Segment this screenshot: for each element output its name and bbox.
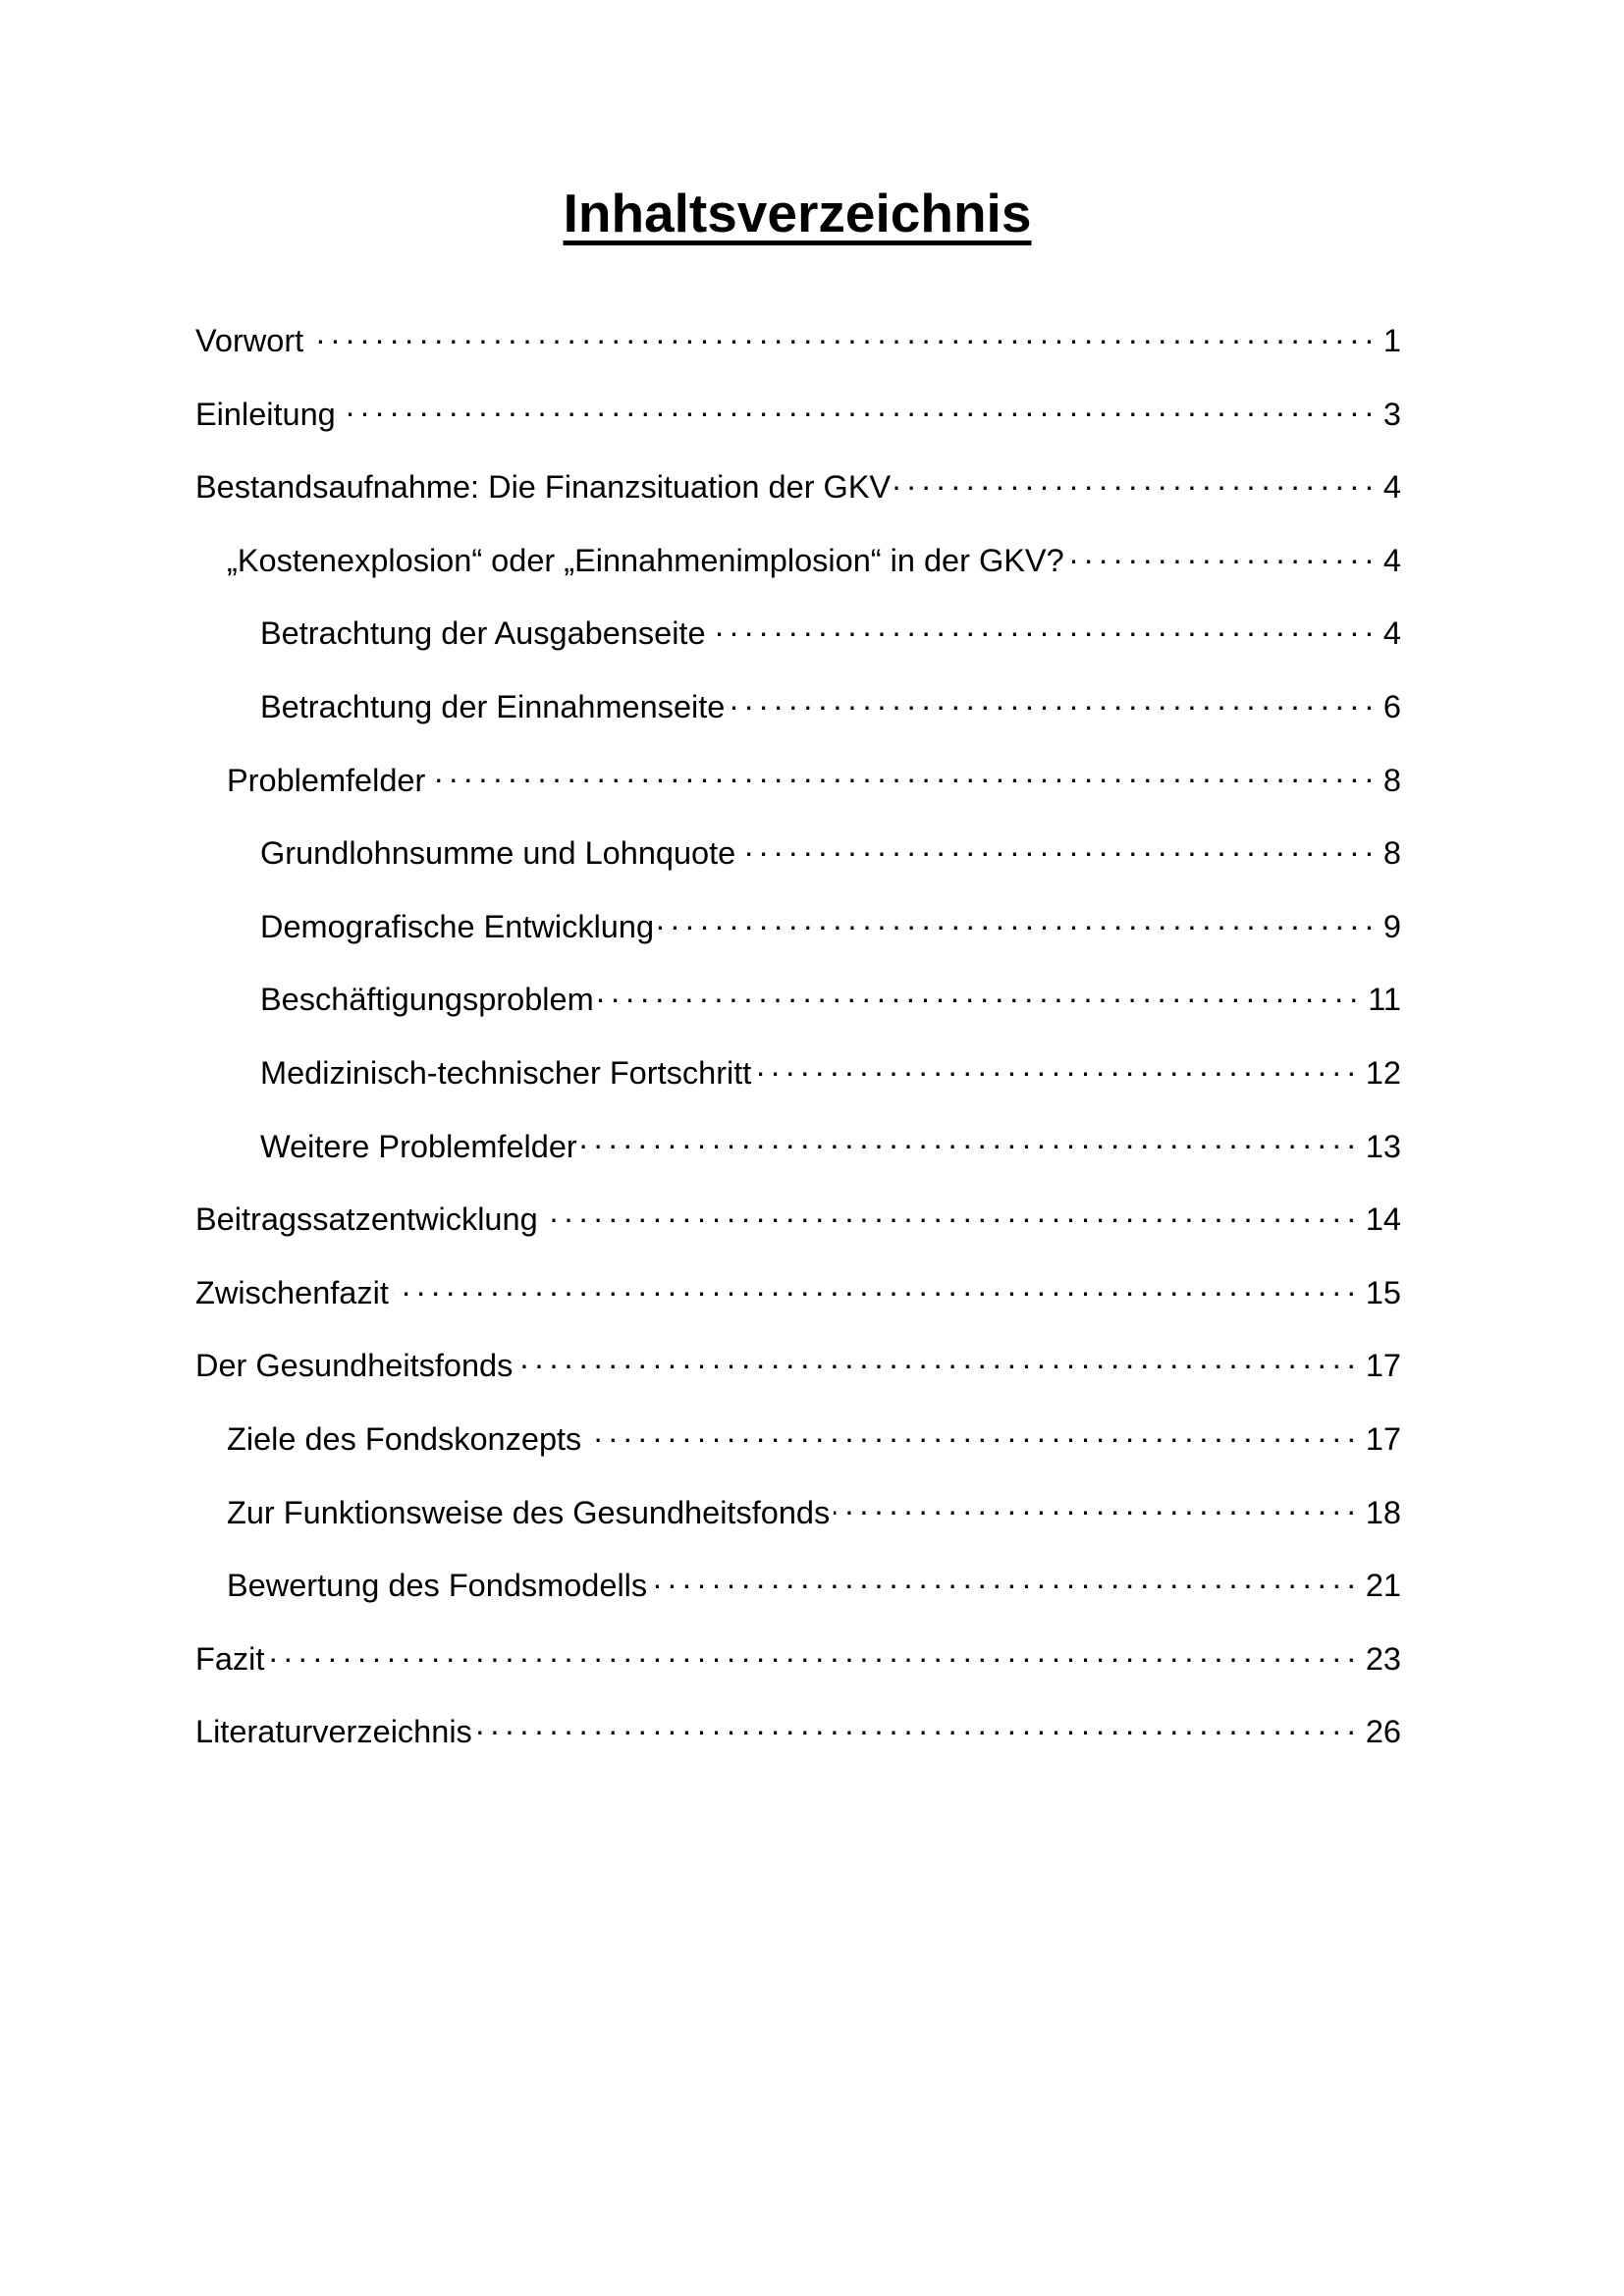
toc-entry-label: Zwischenfazit [195, 1274, 389, 1310]
toc-entry-page-number: 15 [1365, 1274, 1401, 1310]
toc-dot-leader [834, 1491, 1362, 1523]
toc-entry-page-number: 18 [1365, 1494, 1401, 1530]
toc-entry-page-number: 4 [1382, 615, 1401, 652]
toc-dot-leader [894, 466, 1380, 499]
toc-entry-literaturverzeichnis[interactable] [195, 1707, 1401, 1781]
toc-dot-leader [429, 759, 1380, 791]
toc-entry-vorwort[interactable] [195, 316, 1401, 390]
toc-entry-funktionsweise[interactable] [195, 1488, 1401, 1562]
toc-dot-leader [585, 1417, 1362, 1450]
toc-dot-leader [393, 1271, 1362, 1304]
toc-entry-label: Zur Funktionsweise des Gesundheitsfonds [227, 1494, 831, 1530]
toc-dot-leader [340, 393, 1380, 425]
toc-entry-page-number: 17 [1365, 1348, 1401, 1384]
toc-entry-label: Betrachtung der Einnahmenseite [260, 688, 726, 724]
toc-entry-label: Beschäftigungsproblem [260, 982, 594, 1018]
toc-entry-page-number: 6 [1382, 688, 1401, 724]
toc-dot-leader [739, 832, 1380, 865]
toc-entry-label: Betrachtung der Ausgabenseite [260, 615, 706, 652]
toc-entry-label: Vorwort [195, 323, 304, 358]
toc-entry-page-number: 8 [1382, 835, 1401, 872]
toc-dot-leader [268, 1637, 1361, 1670]
toc-entry-page-number: 26 [1365, 1714, 1401, 1750]
toc-entry-label: Problemfelder [227, 762, 426, 798]
toc-dot-leader [598, 979, 1365, 1011]
toc-entry-page-number: 23 [1365, 1640, 1401, 1677]
toc-entry-kostenexplosion[interactable] [195, 536, 1401, 610]
page-title [0, 183, 1595, 243]
toc-entry-zwischenfazit[interactable] [195, 1268, 1401, 1342]
toc-entry-label: Bewertung des Fondsmodells [227, 1568, 648, 1604]
toc-entry-bestandsaufnahme[interactable] [195, 462, 1401, 536]
toc-dot-leader [651, 1565, 1362, 1597]
toc-entry-page-number: 11 [1368, 982, 1401, 1018]
toc-entry-page-number: 3 [1382, 396, 1401, 432]
toc-entry-weitere-problemfelder[interactable] [195, 1122, 1401, 1196]
toc-entry-einnahmenseite[interactable] [195, 682, 1401, 756]
toc-dot-leader [476, 1711, 1362, 1743]
toc-entry-gesundheitsfonds[interactable] [195, 1341, 1401, 1415]
toc-entry-label: Weitere Problemfelder [260, 1128, 577, 1164]
table-of-contents [195, 316, 1401, 1781]
toc-entry-medizinisch-technischer-fortschritt[interactable] [195, 1048, 1401, 1122]
toc-dot-leader [1068, 539, 1380, 571]
toc-entry-grundlohnsumme[interactable] [195, 828, 1401, 902]
toc-dot-leader [516, 1345, 1361, 1377]
toc-entry-page-number: 9 [1382, 908, 1401, 944]
toc-entry-problemfelder[interactable] [195, 756, 1401, 829]
toc-dot-leader [729, 685, 1380, 718]
toc-entry-fazit[interactable] [195, 1634, 1401, 1708]
toc-entry-ausgabenseite[interactable] [195, 609, 1401, 682]
toc-entry-label: Fazit [195, 1640, 265, 1677]
toc-entry-label: Einleitung [195, 396, 336, 432]
toc-entry-demografische-entwicklung[interactable] [195, 902, 1401, 976]
toc-dot-leader [658, 905, 1380, 937]
toc-entry-label: Grundlohnsumme und Lohnquote [260, 835, 736, 872]
toc-entry-page-number: 12 [1365, 1054, 1401, 1091]
toc-entry-label: Bestandsaufnahme: Die Finanzsituation der GKV [195, 469, 892, 506]
toc-entry-label: Ziele des Fondskonzepts [227, 1420, 582, 1457]
toc-entry-page-number: 13 [1365, 1128, 1401, 1164]
toc-entry-label: Der Gesundheitsfonds [195, 1348, 514, 1384]
toc-entry-page-number: 4 [1382, 469, 1401, 506]
toc-entry-page-number: 8 [1382, 762, 1401, 798]
toc-dot-leader [581, 1125, 1362, 1157]
toc-entry-page-number: 14 [1365, 1201, 1401, 1238]
toc-entry-page-number: 1 [1382, 323, 1401, 358]
toc-entry-label: Literaturverzeichnis [195, 1714, 472, 1750]
toc-entry-label: Demografische Entwicklung [260, 908, 655, 944]
toc-entry-page-number: 4 [1382, 542, 1401, 578]
toc-entry-label: Beitragssatzentwicklung [195, 1201, 538, 1238]
toc-entry-einleitung[interactable] [195, 390, 1401, 463]
toc-dot-leader [710, 613, 1380, 645]
toc-entry-beitragssatzentwicklung[interactable] [195, 1195, 1401, 1268]
toc-entry-label: „Kostenexplosion“ oder „Einnahmenimplosion“ in der GKV? [227, 542, 1064, 578]
toc-dot-leader [755, 1051, 1362, 1084]
page-title-text: Inhaltsverzeichnis [563, 183, 1032, 243]
toc-entry-bewertung-fondsmodell[interactable] [195, 1561, 1401, 1634]
toc-entry-page-number: 21 [1365, 1568, 1401, 1604]
toc-entry-beschaeftigungsproblem[interactable] [195, 975, 1401, 1048]
toc-dot-leader [542, 1199, 1362, 1231]
toc-entry-page-number: 17 [1365, 1420, 1401, 1457]
toc-entry-ziele-fondskonzept[interactable] [195, 1415, 1401, 1488]
toc-dot-leader [307, 320, 1380, 352]
toc-entry-label: Medizinisch-technischer Fortschritt [260, 1054, 752, 1091]
